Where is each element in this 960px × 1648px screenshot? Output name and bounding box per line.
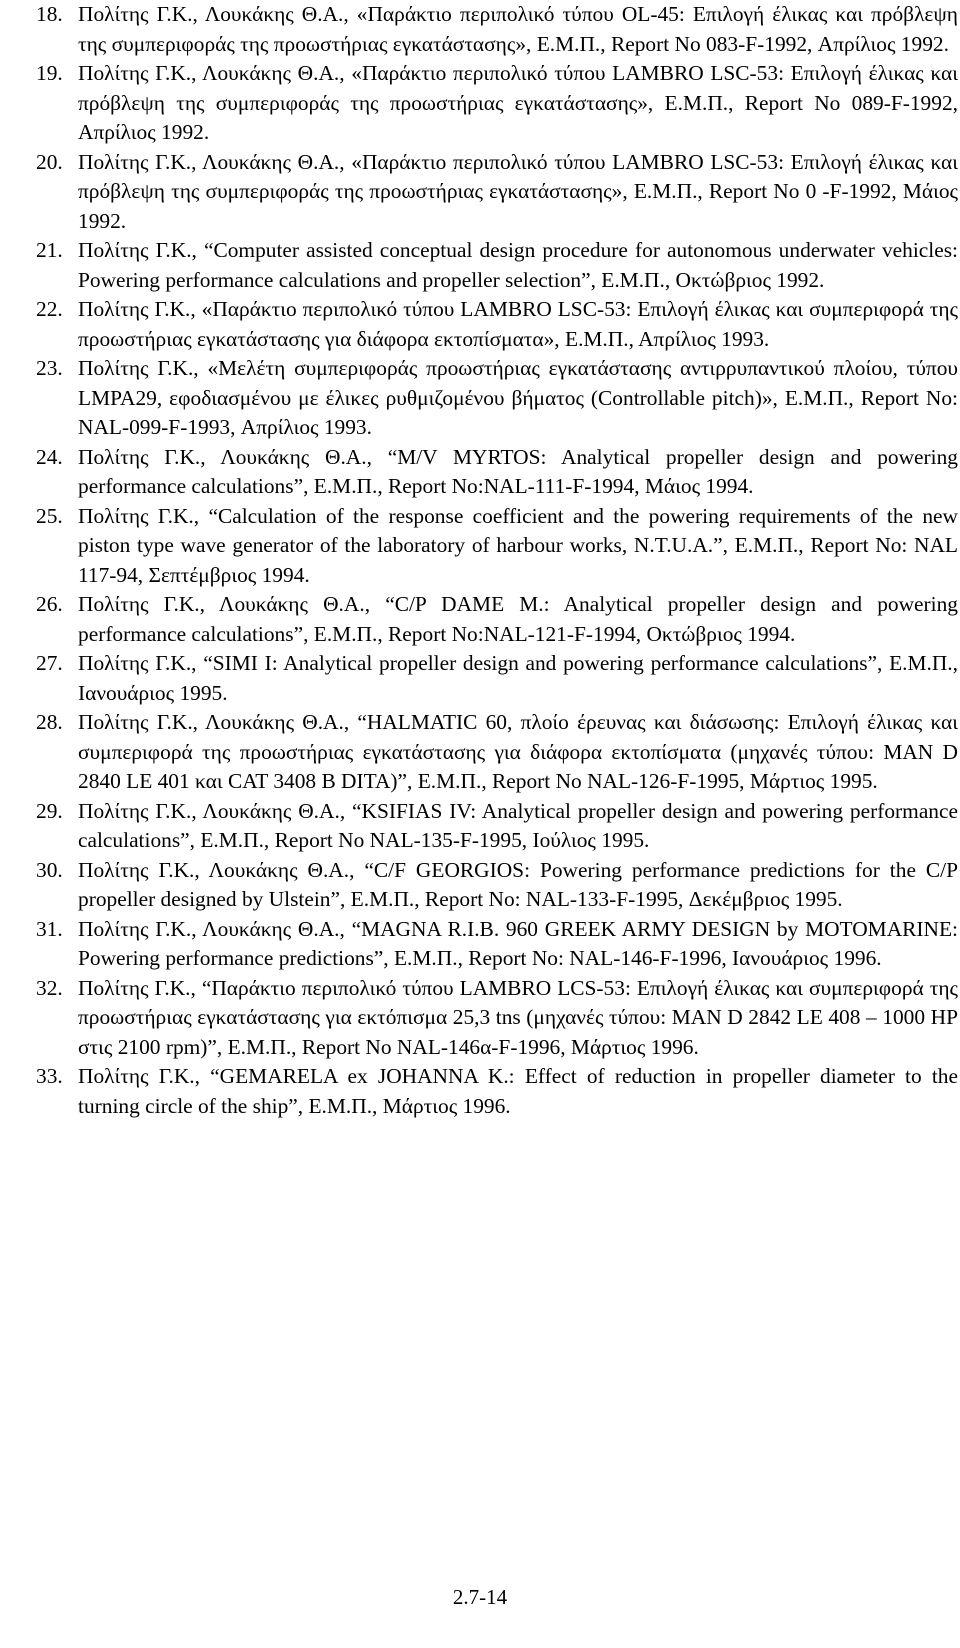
reference-number: 29. xyxy=(36,798,63,823)
reference-item xyxy=(36,354,958,443)
reference-number: 21. xyxy=(36,238,63,262)
reference-item xyxy=(36,649,958,708)
reference-number: 33. xyxy=(36,1064,63,1088)
reference-item xyxy=(36,236,958,295)
reference-number: 20. xyxy=(36,149,63,174)
reference-text: Πολίτης Γ.Κ., Λουκάκης Θ.Α., “KSIFIAS IV: Analytical propeller design and powering performance calculations”, Ε.Μ.Π., Report No NAL-135-F-1995, Ιούλιος 1995. xyxy=(78,798,958,852)
reference-text: Πολίτης Γ.Κ., “GEMARELA ex JOHANNA K.: Effect of reduction in propeller diameter to the turning circle of the ship”, Ε.Μ.Π., Μάρτιος 1996. xyxy=(78,1064,958,1118)
reference-item xyxy=(36,148,958,237)
reference-number: 26. xyxy=(36,592,63,616)
reference-text: Πολίτης Γ.Κ., Λουκάκης Θ.Α., «Παράκτιο περιπολικό τύπου LAMBRO LSC-53: Επιλογή έλικας και πρόβλεψη της συμπεριφοράς της προωστήριας εγκατάστασης», Ε.Μ.Π., Report No 089-F-1992, Απρίλιος 1992. xyxy=(78,61,958,144)
reference-text: Πολίτης Γ.Κ., Λουκάκης Θ.Α., “M/V MYRTOS: Analytical propeller design and powering performance calculations”, Ε.Μ.Π., Report No:NAL-111-F-1994, Μάιος 1994. xyxy=(78,444,958,498)
reference-text: Πολίτης Γ.Κ., Λουκάκης Θ.Α., “MAGNA R.I.B. 960 GREEK ARMY DESIGN by MOTOMARINE: Powering performance predictions”, Ε.Μ.Π., Report No: NAL-146-F-1996, Ιανουάριος 1996. xyxy=(78,916,958,970)
reference-number: 19. xyxy=(36,61,63,85)
reference-item xyxy=(36,59,958,148)
reference-item xyxy=(36,708,958,797)
reference-text: Πολίτης Γ.Κ., «Παράκτιο περιπολικό τύπου LAMBRO LSC-53: Επιλογή έλικας και συμπεριφορά της προωστήριας εγκατάστασης για διάφορα εκτοπίσματα», Ε.Μ.Π., Απρίλιος 1993. xyxy=(78,297,958,351)
reference-text: Πολίτης Γ.Κ., Λουκάκης Θ.Α., «Παράκτιο περιπολικό τύπου LAMBRO LSC-53: Επιλογή έλικας και πρόβλεψη της συμπεριφοράς της προωστήριας εγκατάστασης», Ε.Μ.Π., Report No 0 -F-1992, Μάιος 1992. xyxy=(78,149,958,233)
reference-text: Πολίτης Γ.Κ., “Calculation of the response coefficient and the powering requirements of the new piston type wave generator of the laboratory of harbour works, N.T.U.A.”, Ε.Μ.Π., Report No: NAL 117-94, Σεπτέμβριος 1994. xyxy=(78,503,958,587)
reference-item xyxy=(36,856,958,915)
reference-text: Πολίτης Γ.Κ., “Computer assisted conceptual design procedure for autonomous underwater vehicles: Powering performance calculations and propeller selection”, Ε.Μ.Π., Οκτώβριος 1992. xyxy=(78,238,958,292)
reference-item xyxy=(36,797,958,856)
reference-item xyxy=(36,590,958,649)
reference-text: Πολίτης Γ.Κ., «Μελέτη συμπεριφοράς προωστήριας εγκατάστασης αντιρρυπαντικού πλοίου, τύπου LMPA29, εφοδιασμένου με έλικες ρυθμιζομένου βήματος (Controllable pitch)», Ε.Μ.Π., Report No: NAL-099-F-1993, Απρίλιος 1993. xyxy=(78,356,958,439)
reference-number: 22. xyxy=(36,297,63,321)
reference-number: 23. xyxy=(36,356,63,380)
reference-text: Πολίτης Γ.Κ., Λουκάκης Θ.Α., “C/P DAME M.: Analytical propeller design and powering performance calculations”, Ε.Μ.Π., Report No:NAL-121-F-1994, Οκτώβριος 1994. xyxy=(78,592,958,646)
reference-number: 18. xyxy=(36,2,63,26)
reference-text: Πολίτης Γ.Κ., “Παράκτιο περιπολικό τύπου LAMBRO LCS-53: Επιλογή έλικας και συμπεριφορά της προωστήριας εγκατάστασης για εκτόπισμα 25,3 tns (μηχανές τύπου: MAN D 2842 LE 408 – 1000 HP στις 2100 rpm)”, Ε.Μ.Π., Report No NAL-146α-F-1996, Μάρτιος 1996. xyxy=(78,975,958,1059)
reference-item xyxy=(36,0,958,59)
reference-text: Πολίτης Γ.Κ., Λουκάκης Θ.Α., “HALMATIC 60, πλοίο έρευνας και διάσωσης: Επιλογή έλικας και συμπεριφορά της προωστήριας εγκατάστασης για διάφορα εκτοπίσματα (μηχανές τύπου: MAN D 2840 LE 401 και CAT 3408 B DITA)”, Ε.Μ.Π., Report No NAL-126-F-1995, Μάρτιος 1995. xyxy=(78,710,958,793)
reference-number: 27. xyxy=(36,651,63,675)
reference-text: Πολίτης Γ.Κ., Λουκάκης Θ.Α., “C/F GEORGIOS: Powering performance predictions for the C/P propeller designed by Ulstein”, Ε.Μ.Π., Report No: NAL-133-F-1995, Δεκέμβριος 1995. xyxy=(78,857,958,911)
reference-item xyxy=(36,502,958,591)
reference-item xyxy=(36,915,958,974)
reference-number: 24. xyxy=(36,444,63,469)
reference-text: Πολίτης Γ.Κ., “SIMI I: Analytical propeller design and powering performance calculations”, Ε.Μ.Π., Ιανουάριος 1995. xyxy=(78,651,958,705)
reference-number: 25. xyxy=(36,503,63,528)
reference-item xyxy=(36,443,958,502)
reference-number: 30. xyxy=(36,857,63,882)
page-number: 2.7-14 xyxy=(452,1585,508,1609)
reference-item xyxy=(36,1062,958,1121)
reference-number: 31. xyxy=(36,916,63,941)
reference-item xyxy=(36,974,958,1063)
reference-number: 32. xyxy=(36,975,63,1000)
reference-number: 28. xyxy=(36,710,63,734)
reference-list xyxy=(36,0,958,1121)
reference-text: Πολίτης Γ.Κ., Λουκάκης Θ.Α., «Παράκτιο περιπολικό τύπου OL-45: Επιλογή έλικας και πρόβλεψη της συμπεριφοράς της προωστήριας εγκατάστασης», Ε.Μ.Π., Report No 083-F-1992, Απρίλιος 1992. xyxy=(78,2,958,56)
reference-item xyxy=(36,295,958,354)
